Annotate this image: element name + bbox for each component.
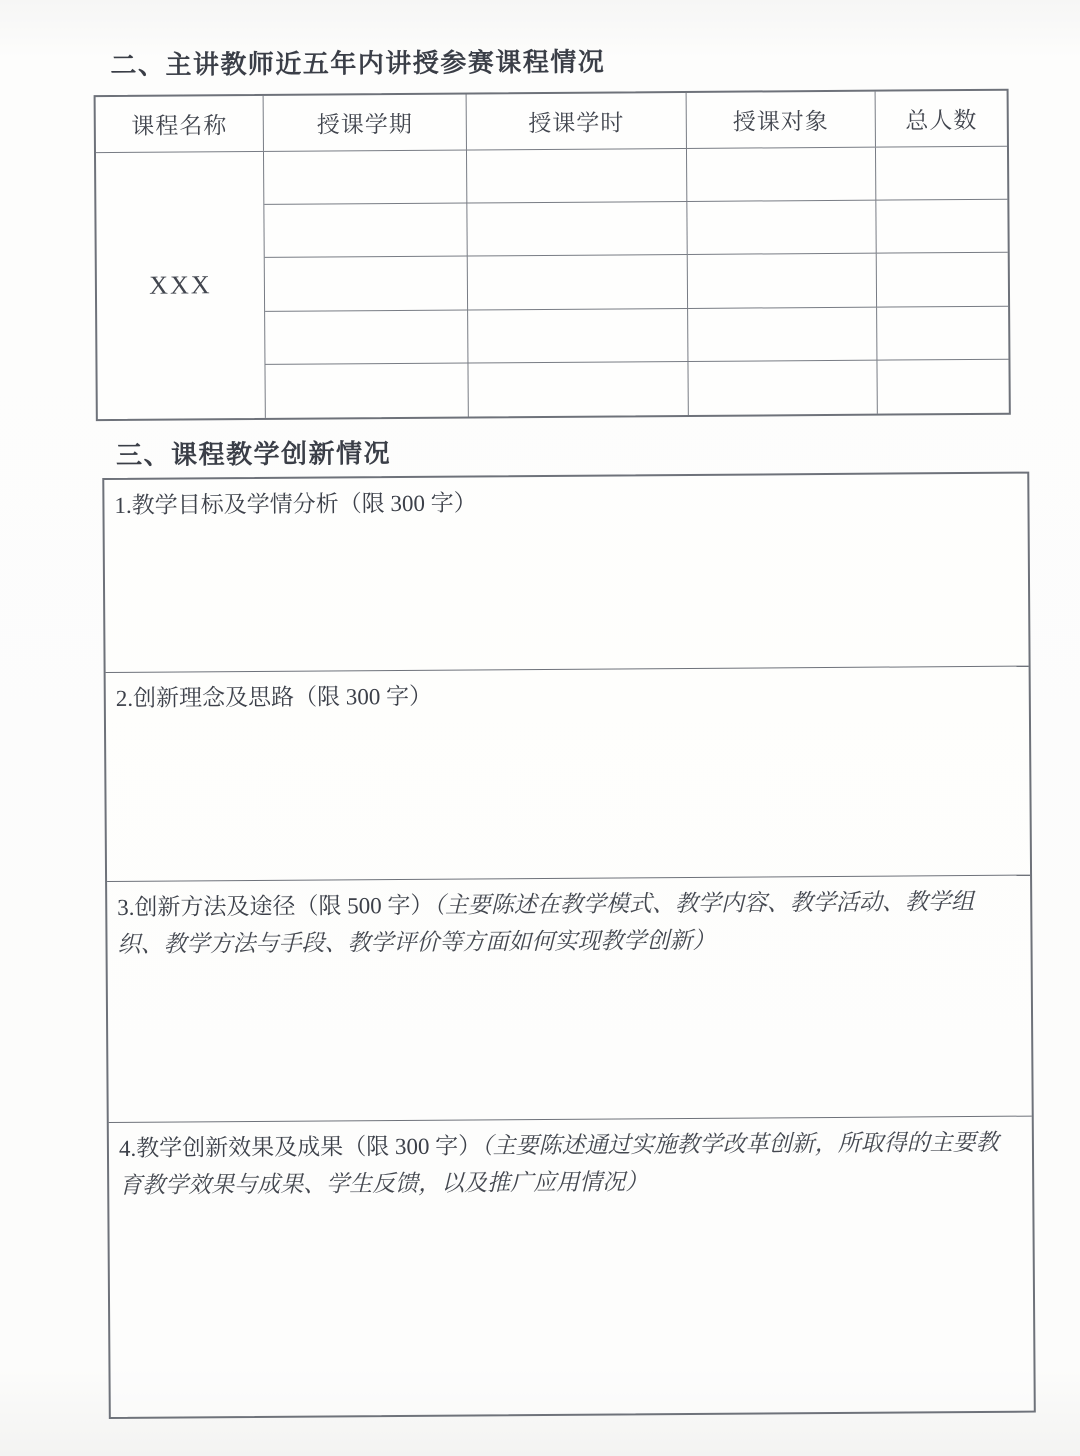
- field-hint: （主要陈述通过实施教学改革创新，所取得的主要教育教学效果与成果、学生反馈，以及推广应用情况）: [119, 1129, 999, 1198]
- field-teaching-goals: [104, 474, 1028, 673]
- course-name-merged-cell: XXX: [96, 152, 266, 419]
- table-cell: [265, 363, 468, 418]
- field-innovation-methods: [107, 876, 1032, 1123]
- field-hint: （主要陈述在教学模式、教学内容、教学活动、教学组织、教学方法与手段、教学评价等方面如何实现教学创新）: [117, 888, 975, 957]
- section2-title: 二、主讲教师近五年内讲授参赛课程情况: [110, 47, 606, 80]
- table-cell: [877, 306, 1008, 360]
- field-label: 2.创新理念及思路（限 300 字）: [115, 683, 433, 711]
- header-course-name: 课程名称: [96, 96, 264, 152]
- header-teaching-semester: 授课学期: [264, 95, 467, 151]
- table-cell: [876, 200, 1007, 254]
- table-cell: [877, 253, 1008, 307]
- table-cell: [688, 360, 877, 415]
- header-teaching-audience: 授课对象: [687, 92, 876, 148]
- table-cell: [876, 147, 1007, 201]
- header-teaching-hours: 授课学时: [467, 93, 687, 150]
- section3-title: 三、课程教学创新情况: [116, 439, 392, 470]
- field-innovation-concept: [106, 667, 1030, 882]
- table-header-row: [96, 91, 1007, 153]
- table-cell: [264, 150, 467, 205]
- table-cell: [468, 309, 688, 364]
- table-cell: [688, 254, 877, 309]
- table-cell: [687, 201, 876, 256]
- course-history-table: [94, 89, 1011, 421]
- field-label: 4.教学创新效果及成果（限 300 字）: [118, 1133, 482, 1161]
- table-empty-cells: [264, 147, 1009, 418]
- field-label: 3.创新方法及途径（限 500 字）: [117, 892, 434, 920]
- header-total-students: 总人数: [905, 107, 978, 134]
- table-cell: [468, 255, 688, 310]
- table-cell: [467, 149, 687, 204]
- field-label: 1.教学目标及学情分析（限 300 字）: [114, 490, 477, 518]
- table-cell: [264, 204, 467, 259]
- innovation-form: [102, 472, 1036, 1419]
- table-cell: [687, 148, 876, 203]
- table-cell: [877, 360, 1008, 414]
- table-cell: [467, 202, 687, 257]
- field-innovation-results: [109, 1117, 1034, 1417]
- table-cell: [265, 257, 468, 312]
- table-body: [96, 147, 1009, 419]
- table-cell: [468, 362, 688, 417]
- table-cell: [688, 307, 877, 362]
- table-cell: [265, 310, 468, 365]
